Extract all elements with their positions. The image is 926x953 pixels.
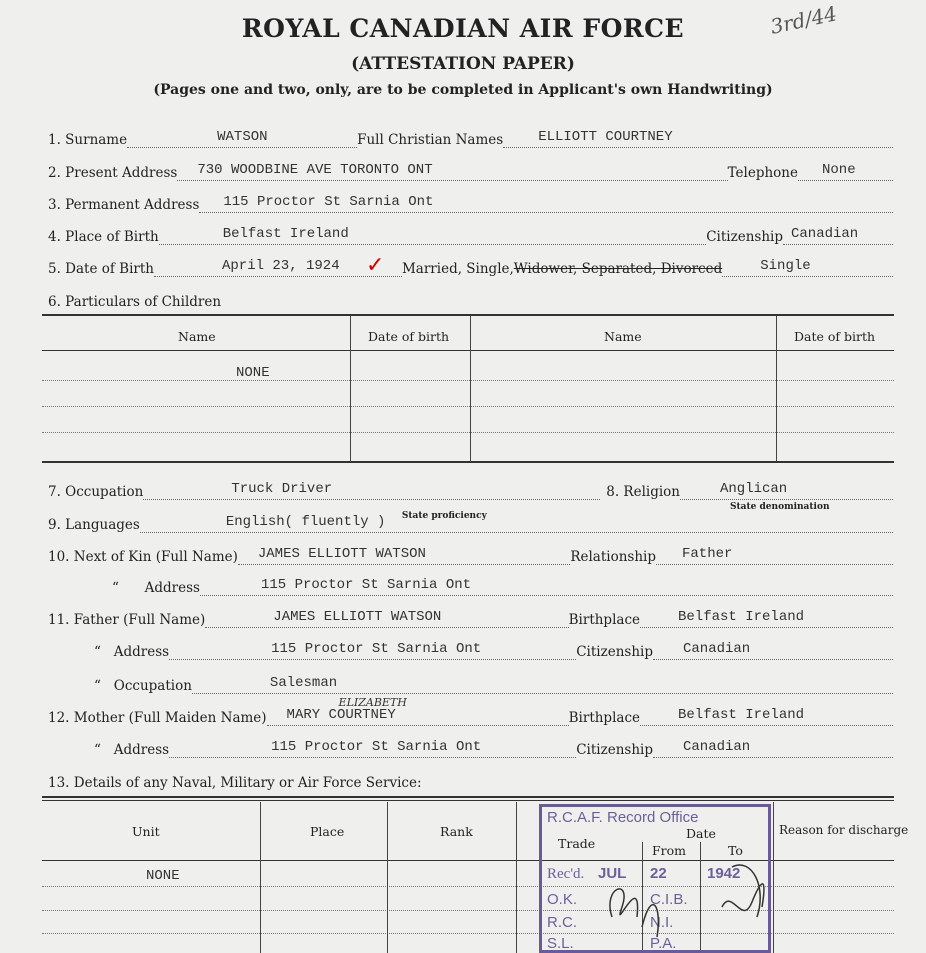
table-column-rule [776,316,777,461]
row-mother-address [94,738,893,758]
mother-handwritten-insert: ELIZABETH [338,696,407,709]
citizenship-label: Citizenship [706,229,783,245]
service-header-date: Date [686,826,716,841]
father-birthplace-field [640,609,893,628]
table-dotted-rule [42,380,894,381]
row-next-of-kin-address [112,576,893,596]
mother-birthplace-field [640,707,893,726]
permanent-address-label: 3. Permanent Address [48,197,200,213]
document-title: ROYAL CANADIAN AIR FORCE [241,14,685,43]
mother-citizenship-value: Canadian [683,739,751,755]
father-address-field [169,641,576,660]
citizenship-field [783,226,893,245]
table-column-rule [350,316,351,461]
occupation-value: Truck Driver [231,481,333,497]
table-column-rule [470,316,471,461]
service-header-trade: Trade [558,836,596,851]
stamp-year: 1942 [707,865,741,882]
stamp-recd: Rec'd. [547,866,585,882]
religion-note: State denomination [730,502,830,512]
languages-note: State proficiency [401,511,487,521]
stamp-title: R.C.A.F. Record Office [547,809,699,826]
row-present-address [48,161,893,181]
table-rule [42,796,894,798]
surname-label: 1. Surname [48,132,128,148]
service-header-from: From [652,843,687,858]
table-rule [42,350,894,351]
children-label: 6. Particulars of Children [48,294,222,310]
table-rule [42,314,894,316]
christian-names-value: ELLIOTT COURTNEY [538,129,673,145]
mother-label: 12. Mother (Full Maiden Name) [48,710,267,726]
row-mother [48,696,893,726]
surname-value: WATSON [217,129,268,145]
telephone-label: Telephone [727,165,798,181]
place-of-birth-label: 4. Place of Birth [48,229,159,245]
row-children [48,290,893,310]
mother-birthplace-label: Birthplace [568,710,640,726]
relationship-value: Father [682,546,733,562]
mother-citizenship-label: Citizenship [576,742,653,758]
christian-names-field [503,129,893,148]
stamp-month: JUL [598,865,627,882]
instruction-text: (Pages one and two, only, are to be completed in Applicant's own Handwriting) [153,82,773,98]
languages-label: 9. Languages [48,517,140,533]
marital-status-value: Single [760,258,811,274]
permanent-address-field [199,194,893,213]
stamp-pa: P.A. [650,935,677,952]
stamp-rc: R.C. [547,914,577,931]
next-of-kin-address-field [200,577,893,596]
father-occupation-value: Salesman [269,675,338,691]
row-occupation [48,480,893,512]
languages-value: English( fluently ) [225,514,386,530]
mother-address-field [169,739,576,758]
religion-value: Anglican [720,481,788,497]
place-of-birth-field [159,226,707,245]
mother-address-value: 115 Proctor St Sarnia Ont [271,739,482,755]
father-label: 11. Father (Full Name) [48,612,206,628]
father-occupation-label: “ Occupation [94,678,192,694]
religion-label: 8. Religion [606,484,680,500]
citizenship-value: Canadian [791,226,859,242]
stamp-sl: S.L. [547,935,574,952]
surname-field [127,129,357,148]
relationship-label: Relationship [570,549,656,565]
service-header-to: To [728,843,743,858]
table-rule [42,461,894,463]
rcaf-record-office-stamp [539,804,771,953]
mother-birthplace-value: Belfast Ireland [678,707,805,723]
row-father [48,608,893,628]
children-header-name: Name [178,329,216,344]
occupation-field [143,481,600,500]
table-column-rule [773,802,774,953]
row-permanent-address [48,193,893,213]
present-address-label: 2. Present Address [48,165,178,181]
row-place-of-birth [48,225,893,245]
marital-status-field [722,258,893,277]
date-of-birth-field [154,253,402,278]
row-next-of-kin [48,545,893,565]
religion-field [680,481,893,512]
service-header-place: Place [310,824,345,839]
mother-field [267,696,569,726]
father-address-value: 115 Proctor St Sarnia Ont [271,641,482,657]
stamp-day: 22 [650,865,667,882]
handwritten-initials-icon [582,847,772,947]
telephone-value: None [822,162,856,178]
father-citizenship-label: Citizenship [576,644,653,660]
languages-field [140,511,893,533]
row-father-occupation [94,674,893,694]
children-header-dob: Date of birth [368,329,450,344]
mother-value: MARY COURTNEY [286,707,396,723]
father-citizenship-value: Canadian [683,641,751,657]
children-header-dob-2: Date of birth [794,329,876,344]
table-column-rule [387,802,388,953]
table-column-rule [260,802,261,953]
table-column-rule [516,802,517,953]
children-header-name-2: Name [604,329,642,344]
next-of-kin-label: 10. Next of Kin (Full Name) [48,549,238,565]
present-address-value: 730 WOODBINE AVE TORONTO ONT [197,162,433,178]
father-address-label: “ Address [94,644,170,660]
stamp-cib: C.I.B. [650,891,688,908]
table-dotted-rule [42,406,894,407]
date-of-birth-value: April 23, 1924 [221,258,340,274]
permanent-address-value: 115 Proctor St Sarnia Ont [223,194,434,210]
row-languages [48,513,893,533]
next-of-kin-address-label: “ Address [112,580,200,596]
christian-names-label: Full Christian Names [357,132,504,148]
service-header-unit: Unit [132,824,160,839]
red-checkmark: ✓ [365,253,385,278]
father-birthplace-label: Birthplace [568,612,640,628]
father-occupation-field [192,675,893,694]
marital-options-struck: Widower, Separated, Divorced [513,261,723,277]
mother-address-label: “ Address [94,742,170,758]
telephone-field [798,162,893,181]
next-of-kin-field [238,546,570,565]
service-label: 13. Details of any Naval, Military or Air Force Service: [48,775,422,791]
father-citizenship-field [653,641,893,660]
table-rule [42,800,894,801]
row-surname [48,128,893,148]
handwritten-corner-note: 3rd/44 [768,1,840,39]
children-cell: NONE [236,365,270,381]
row-service [48,771,893,791]
next-of-kin-value: JAMES ELLIOTT WATSON [257,546,426,562]
father-birthplace-value: Belfast Ireland [678,609,805,625]
service-header-reason: Reason for discharge [779,823,909,837]
father-field [205,609,568,628]
service-header-rank: Rank [440,824,473,839]
row-date-of-birth [48,253,893,278]
place-of-birth-value: Belfast Ireland [222,226,349,242]
occupation-label: 7. Occupation [48,484,144,500]
table-dotted-rule [42,432,894,433]
date-of-birth-label: 5. Date of Birth [48,261,154,277]
marital-options-label: Married, Single, [401,261,514,277]
relationship-field [656,546,893,565]
stamp-ok: O.K. [547,891,578,908]
stamp-ni: N.I. [650,914,674,931]
service-cell-unit: NONE [146,868,180,884]
document-subtitle: (ATTESTATION PAPER) [351,54,575,74]
next-of-kin-address-value: 115 Proctor St Sarnia Ont [260,577,472,593]
father-value: JAMES ELLIOTT WATSON [273,609,442,625]
mother-citizenship-field [653,739,893,758]
present-address-field [177,162,727,181]
row-father-address [94,640,893,660]
